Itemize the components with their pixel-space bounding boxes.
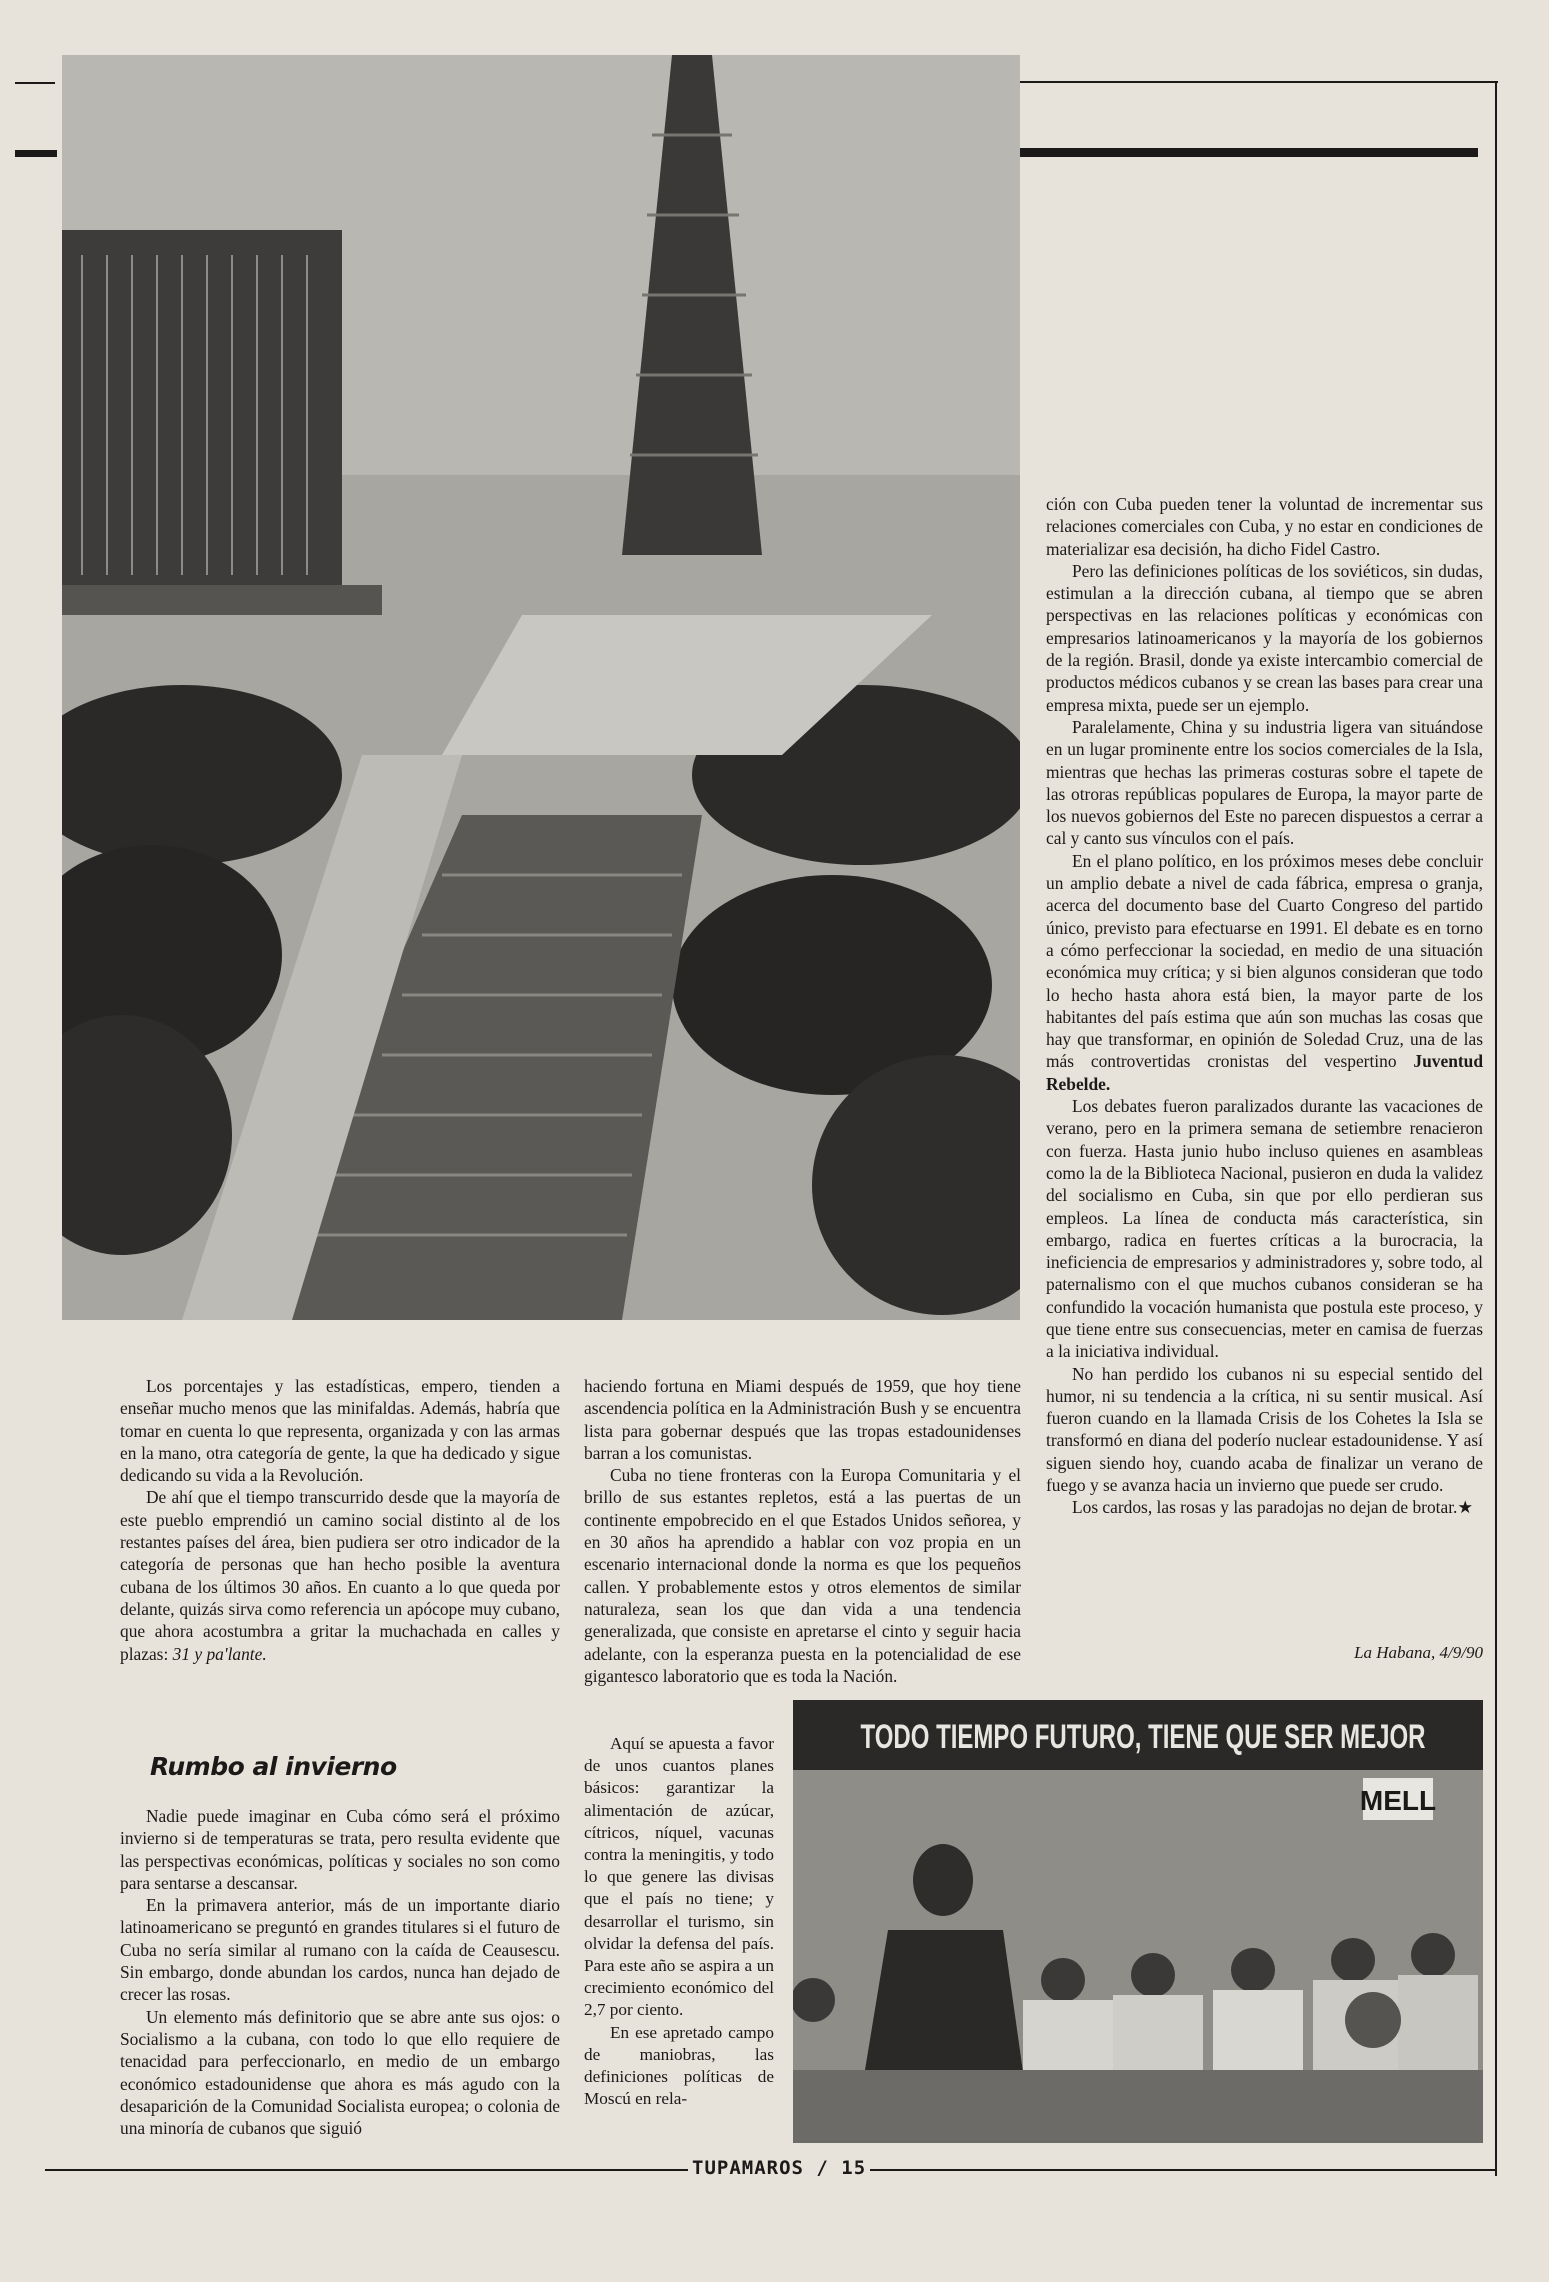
plaza-photo-illustration — [62, 55, 1020, 1320]
article-left-column — [120, 1375, 560, 1665]
photo-banner-text: TODO TIEMPO FUTURO, TIENE QUE SER MEJOR — [860, 1718, 1426, 1756]
paragraph: Los porcentajes y las estadísticas, empero, tienden a enseñar mucho menos que las minifaldas. Además, habría que tomar en cuenta lo que representa, organizada y con las armas en la mano, otra categoría de gente, la que ha dedicado y sigue dedicando su vida a la Revolución. — [120, 1376, 560, 1486]
paragraph: Los cardos, las rosas y las paradojas no dejan de brotar.★ — [1072, 1497, 1473, 1518]
paragraph: Los debates fueron paralizados durante las vacaciones de verano, pero en la primera semana de setiembre renacieron con fuerza. Hasta junio hubo incluso quienes en asambleas como la de la Biblioteca Nacional, pusieron en duda la validez del socialismo en Cuba, sin que por ello perdieran sus empleos. La línea de conducta más característica, sin embargo, radica en fuertes críticas a la burocracia, la ineficiencia de empresarios y administradores y, sobre todo, al paternalismo con el que muchos cubanos consideran se ha confundido la vocación humanista que postula este proceso, y que tiene entre sus consecuencias, meter en camisa de fuerzas a la iniciativa individual. — [1046, 1096, 1483, 1362]
newspaper-name: Juventud Rebelde. — [1046, 1051, 1483, 1094]
paragraph: Aquí se apuesta a favor de unos cuantos planes básicos: garantizar la alimentación de azúcar, cítricos, níquel, vacunas contra la meningitis, y todo lo que genere las divisas que el país no tiene; y desarrollar el turismo, sin olvidar la defensa del país. Para este año se aspira a un crecimiento económico del 2,7 por ciento. — [584, 1734, 774, 2020]
article-right-column — [1046, 493, 1483, 1519]
paragraph: En ese apretado campo de maniobras, las definiciones políticas de Moscú en rela- — [584, 2022, 774, 2109]
article-left-column-continued — [120, 1805, 560, 2139]
meeting-photo-illustration — [793, 1700, 1483, 2143]
paragraph: Paralelamente, China y su industria ligera van situándose en un lugar prominente entre los socios comerciales de la Isla, mientras que hechas las primeras costuras sobre el tapete de las otroras repúblicas populares de Europa, la mayor parte de los nuevos gobiernos del Este no parecen dispuestos a cerrar a cal y canto sus vínculos con el país. — [1046, 716, 1483, 849]
paragraph: Cuba no tiene fronteras con la Europa Comunitaria y el brillo de sus estantes repletos, está a las puertas de un continente empobrecido en el que Estados Unidos señorea, y en 30 años ha aprendido a hablar con voz propia en un escenario internacional donde la norma es que los pequeños callen. Y probablemente estos y otros elementos de similar naturaleza, sean los que dan vida a una tendencia generalizada, que consiste en apretarse el cinto y seguir hacia adelante, con la esperanza puesta en la potencialidad de ese gigantesco laboratorio que es toda la Nación. — [584, 1465, 1021, 1686]
slogan: 31 y pa'lante. — [172, 1643, 267, 1664]
paragraph: Nadie puede imaginar en Cuba cómo será el próximo invierno si de temperaturas se trata, pero resulta evidente que las perspectivas económicas, políticas y sociales no son como para sentarse a descansar. — [120, 1806, 560, 1893]
right-frame-line — [1495, 81, 1497, 2176]
page-folio: TUPAMAROS / 15 — [688, 2157, 870, 2179]
paragraph: Pero las definiciones políticas de los soviéticos, sin dudas, estimulan a la dirección cubana, al tiempo que se abren perspectivas en las relaciones políticas y económicas con empresarios latinoamericanos y la mayoría de los gobiernos de la región. Brasil, donde ya existe intercambio comercial de productos médicos cubanos y se crean las bases para crear una empresa mixta, puede ser un ejemplo. — [1046, 560, 1483, 715]
photo-plaza-revolucion — [62, 55, 1020, 1320]
paragraph: En la primavera anterior, más de un importante diario latinoamericano se preguntó en grandes titulares si el futuro de Cuba no sería similar al rumano con la caída de Ceausescu. Sin embargo, donde abundan los cardos, nunca han dejado de crecer las rosas. — [120, 1895, 560, 2005]
photo-fidel-castro-meeting — [793, 1700, 1483, 2143]
paragraph-text: En el plano político, en los próximos meses debe concluir un amplio debate a nivel de cada fábrica, empresa o granja, acerca del documento base del Cuarto Congreso del partido único, previsto para efectuarse en 1991. El debate es en torno a cómo perfeccionar la sociedad, en medio de una situación económica muy crítica; y si bien algunos consideran que todo lo hecho hasta ahora está bien, la mayor parte de los habitantes del país estima que aún son muchas las cosas que hay que transformar, en opinión de Soledad Cruz, una de las más controvertidas cronistas del vespertino — [1046, 850, 1483, 1072]
paragraph: Un elemento más definitorio que se abre ante sus ojos: o Socialismo a la cubana, con todo lo que ello requiere de tenacidad para perfeccionarlo, en medio de un embargo económico estadounidense que ahora es más agudo con la desaparición de la Comunidad Socialista europea; o colonia de una minoría de cubanos que siguió — [120, 2006, 560, 2139]
dateline: La Habana, 4/9/90 — [1354, 1643, 1483, 1662]
article-middle-column — [584, 1375, 1021, 1687]
paragraph — [1046, 850, 1483, 1095]
top-rule-right — [1018, 81, 1498, 83]
photo-sign-text: MELL — [1359, 1785, 1437, 1816]
section-heading: Rumbo al invierno — [150, 1752, 397, 1781]
paragraph — [120, 1486, 560, 1664]
right-column-head-bar — [1018, 148, 1478, 157]
paragraph: ción con Cuba pueden tener la voluntad de incrementar sus relaciones comerciales con Cuba, y no estar en condiciones de materializar esa decisión, ha dicho Fidel Castro. — [1046, 494, 1483, 559]
paragraph: haciendo fortuna en Miami después de 1959, que hoy tiene ascendencia política en la Administración Bush y se encuentra lista para gobernar después que las tropas estadounidenses barran a los comunistas. — [584, 1376, 1021, 1463]
article-middle-column-narrow — [584, 1733, 774, 2110]
left-margin-bar — [15, 150, 57, 157]
paragraph-text: De ahí que el tiempo transcurrido desde que la mayoría de este pueblo emprendió un camino social distinto al de los restantes países del área, bien pudiera ser otro indicador de la categoría de personas que han hecho posible la aventura cubana de los últimos 30 años. En cuanto a lo que queda por delante, quizás sirva como referencia un apócope muy cubano, que ahora acostumbra a gritar la muchachada en calles y plazas: — [120, 1487, 560, 1664]
top-rule-left — [15, 82, 55, 84]
paragraph: No han perdido los cubanos ni su especial sentido del humor, ni su tendencia a la crítica, ni su sentir musical. Así fueron cuando en la llamada Crisis de los Cohetes la Isla se transformó en diana del poderío nuclear estadounidense. Y así siguen siendo hoy, cuando acaba de finalizar un verano de fuego y se avanza hacia un invierno que puede ser crudo. — [1046, 1363, 1483, 1496]
